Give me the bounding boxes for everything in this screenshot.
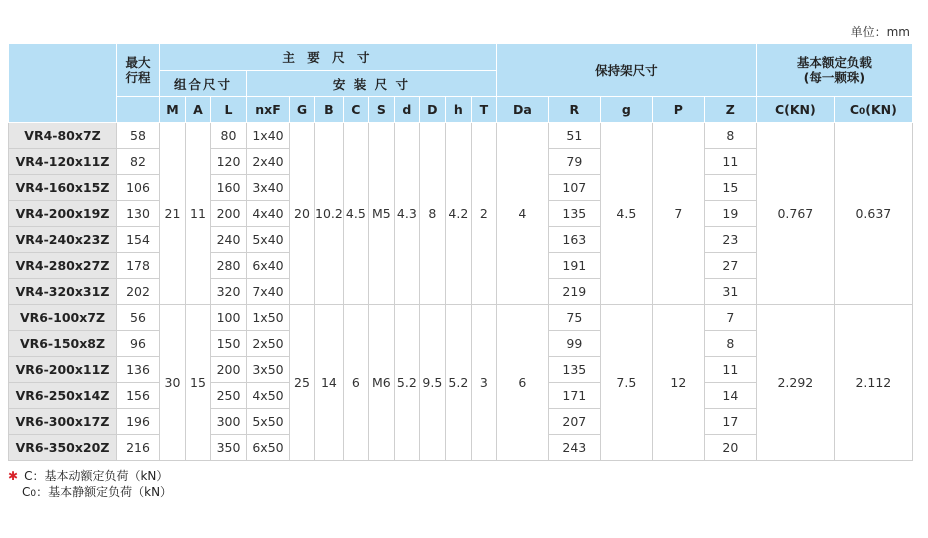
header-col-g: g bbox=[600, 97, 652, 123]
cell-g: 4.5 bbox=[600, 123, 652, 305]
cell-z: 23 bbox=[704, 227, 756, 253]
cell-stroke: 196 bbox=[117, 409, 160, 435]
cell-c0kn: 2.112 bbox=[834, 305, 912, 461]
cell-s: M6 bbox=[368, 305, 394, 461]
header-col-p: P bbox=[652, 97, 704, 123]
cell-a: 15 bbox=[186, 305, 211, 461]
header-col-d: D bbox=[419, 97, 445, 123]
spec-table bbox=[8, 43, 913, 461]
cell-model: VR4-280x27Z bbox=[9, 253, 117, 279]
cell-z: 20 bbox=[704, 435, 756, 461]
cell-nxf: 6x40 bbox=[247, 253, 290, 279]
cell-r: 207 bbox=[548, 409, 600, 435]
cell-stroke: 216 bbox=[117, 435, 160, 461]
cell-r: 135 bbox=[548, 201, 600, 227]
cell-l: 200 bbox=[211, 201, 247, 227]
header-col-c0kn: C0(KN) bbox=[834, 97, 912, 123]
cell-h: 5.2 bbox=[445, 305, 471, 461]
unit-label: 单位：mm bbox=[850, 25, 910, 39]
cell-l: 100 bbox=[211, 305, 247, 331]
cell-c: 6 bbox=[343, 305, 368, 461]
cell-r: 99 bbox=[548, 331, 600, 357]
header-main-dims: 主 要 尺 寸 bbox=[160, 44, 497, 71]
cell-r: 51 bbox=[548, 123, 600, 149]
cell-nxf: 4x40 bbox=[247, 201, 290, 227]
cell-m: 21 bbox=[160, 123, 186, 305]
header-col-t: T bbox=[471, 97, 496, 123]
cell-stroke: 156 bbox=[117, 383, 160, 409]
cell-c: 4.5 bbox=[343, 123, 368, 305]
cell-r: 191 bbox=[548, 253, 600, 279]
cell-a: 11 bbox=[186, 123, 211, 305]
header-col-g: G bbox=[290, 97, 315, 123]
cell-stroke: 56 bbox=[117, 305, 160, 331]
cell-r: 107 bbox=[548, 175, 600, 201]
cell-stroke: 106 bbox=[117, 175, 160, 201]
cell-nxf: 3x40 bbox=[247, 175, 290, 201]
header-col-z: Z bbox=[704, 97, 756, 123]
table-row bbox=[9, 123, 913, 149]
cell-t: 3 bbox=[471, 305, 496, 461]
cell-ckn: 2.292 bbox=[756, 305, 834, 461]
cell-z: 19 bbox=[704, 201, 756, 227]
cell-g: 7.5 bbox=[600, 305, 652, 461]
cell-d: 9.5 bbox=[419, 305, 445, 461]
cell-stroke: 130 bbox=[117, 201, 160, 227]
cell-d: 4.3 bbox=[394, 123, 419, 305]
header-col-da: Da bbox=[496, 97, 548, 123]
header-col-s: S bbox=[368, 97, 394, 123]
cell-l: 120 bbox=[211, 149, 247, 175]
footnote-static-load: C0：基本静额定负荷（kN） bbox=[22, 485, 173, 499]
cell-nxf: 6x50 bbox=[247, 435, 290, 461]
cell-r: 171 bbox=[548, 383, 600, 409]
header-col-nxf: nxF bbox=[247, 97, 290, 123]
cell-g: 25 bbox=[290, 305, 315, 461]
header-col-ckn: C(KN) bbox=[756, 97, 834, 123]
header-load-rating: 基本额定负载 (每一颗珠) bbox=[756, 44, 912, 97]
cell-l: 320 bbox=[211, 279, 247, 305]
cell-nxf: 2x50 bbox=[247, 331, 290, 357]
cell-stroke: 136 bbox=[117, 357, 160, 383]
header-max-stroke: 最大 行程 bbox=[117, 44, 160, 97]
cell-z: 8 bbox=[704, 331, 756, 357]
header-col-l: L bbox=[211, 97, 247, 123]
header-col-m: M bbox=[160, 97, 186, 123]
cell-model: VR6-250x14Z bbox=[9, 383, 117, 409]
cell-m: 30 bbox=[160, 305, 186, 461]
cell-da: 6 bbox=[496, 305, 548, 461]
cell-l: 350 bbox=[211, 435, 247, 461]
cell-d: 5.2 bbox=[394, 305, 419, 461]
cell-c0kn: 0.637 bbox=[834, 123, 912, 305]
cell-model: VR6-300x17Z bbox=[9, 409, 117, 435]
cell-model: VR4-160x15Z bbox=[9, 175, 117, 201]
cell-stroke: 202 bbox=[117, 279, 160, 305]
cell-l: 240 bbox=[211, 227, 247, 253]
cell-z: 17 bbox=[704, 409, 756, 435]
cell-model: VR6-200x11Z bbox=[9, 357, 117, 383]
header-col-r: R bbox=[548, 97, 600, 123]
cell-l: 160 bbox=[211, 175, 247, 201]
cell-l: 200 bbox=[211, 357, 247, 383]
cell-stroke: 58 bbox=[117, 123, 160, 149]
cell-p: 12 bbox=[652, 305, 704, 461]
cell-s: M5 bbox=[368, 123, 394, 305]
header-stroke-blank bbox=[117, 97, 160, 123]
cell-p: 7 bbox=[652, 123, 704, 305]
header-col-h: h bbox=[445, 97, 471, 123]
cell-g: 20 bbox=[290, 123, 315, 305]
cell-model: VR6-350x20Z bbox=[9, 435, 117, 461]
cell-z: 15 bbox=[704, 175, 756, 201]
cell-z: 31 bbox=[704, 279, 756, 305]
cell-nxf: 5x40 bbox=[247, 227, 290, 253]
footnote-dynamic-load bbox=[8, 468, 172, 484]
cell-r: 75 bbox=[548, 305, 600, 331]
cell-z: 11 bbox=[704, 357, 756, 383]
cell-stroke: 82 bbox=[117, 149, 160, 175]
cell-l: 280 bbox=[211, 253, 247, 279]
cell-l: 300 bbox=[211, 409, 247, 435]
cell-da: 4 bbox=[496, 123, 548, 305]
header-col-c: C bbox=[343, 97, 368, 123]
header-col-a: A bbox=[186, 97, 211, 123]
cell-model: VR4-320x31Z bbox=[9, 279, 117, 305]
cell-ckn: 0.767 bbox=[756, 123, 834, 305]
cell-l: 80 bbox=[211, 123, 247, 149]
cell-stroke: 154 bbox=[117, 227, 160, 253]
cell-z: 8 bbox=[704, 123, 756, 149]
header-model-blank bbox=[9, 44, 117, 123]
cell-nxf: 7x40 bbox=[247, 279, 290, 305]
cell-r: 135 bbox=[548, 357, 600, 383]
cell-model: VR6-100x7Z bbox=[9, 305, 117, 331]
cell-r: 243 bbox=[548, 435, 600, 461]
cell-r: 163 bbox=[548, 227, 600, 253]
cell-z: 14 bbox=[704, 383, 756, 409]
cell-r: 79 bbox=[548, 149, 600, 175]
footnote-line-1: C：基本动额定负荷（kN） bbox=[24, 469, 169, 483]
cell-stroke: 96 bbox=[117, 331, 160, 357]
cell-nxf: 3x50 bbox=[247, 357, 290, 383]
table-row bbox=[9, 305, 913, 331]
header-col-d: d bbox=[394, 97, 419, 123]
footnotes bbox=[8, 468, 172, 502]
cell-model: VR4-80x7Z bbox=[9, 123, 117, 149]
cell-nxf: 2x40 bbox=[247, 149, 290, 175]
cell-model: VR6-150x8Z bbox=[9, 331, 117, 357]
cell-r: 219 bbox=[548, 279, 600, 305]
cell-model: VR4-200x19Z bbox=[9, 201, 117, 227]
header-col-b: B bbox=[315, 97, 344, 123]
header-combo-dims: 组合尺寸 bbox=[160, 71, 247, 97]
cell-z: 7 bbox=[704, 305, 756, 331]
header-install-dims: 安 装 尺 寸 bbox=[247, 71, 497, 97]
cell-b: 14 bbox=[315, 305, 344, 461]
cell-t: 2 bbox=[471, 123, 496, 305]
cell-h: 4.2 bbox=[445, 123, 471, 305]
cell-nxf: 4x50 bbox=[247, 383, 290, 409]
asterisk-icon: ✱ bbox=[8, 469, 19, 483]
cell-d: 8 bbox=[419, 123, 445, 305]
header-cage-dims: 保持架尺寸 bbox=[496, 44, 756, 97]
cell-nxf: 1x50 bbox=[247, 305, 290, 331]
cell-model: VR4-240x23Z bbox=[9, 227, 117, 253]
cell-z: 27 bbox=[704, 253, 756, 279]
cell-z: 11 bbox=[704, 149, 756, 175]
cell-nxf: 5x50 bbox=[247, 409, 290, 435]
cell-stroke: 178 bbox=[117, 253, 160, 279]
cell-model: VR4-120x11Z bbox=[9, 149, 117, 175]
cell-l: 250 bbox=[211, 383, 247, 409]
cell-l: 150 bbox=[211, 331, 247, 357]
cell-b: 10.2 bbox=[315, 123, 344, 305]
cell-nxf: 1x40 bbox=[247, 123, 290, 149]
